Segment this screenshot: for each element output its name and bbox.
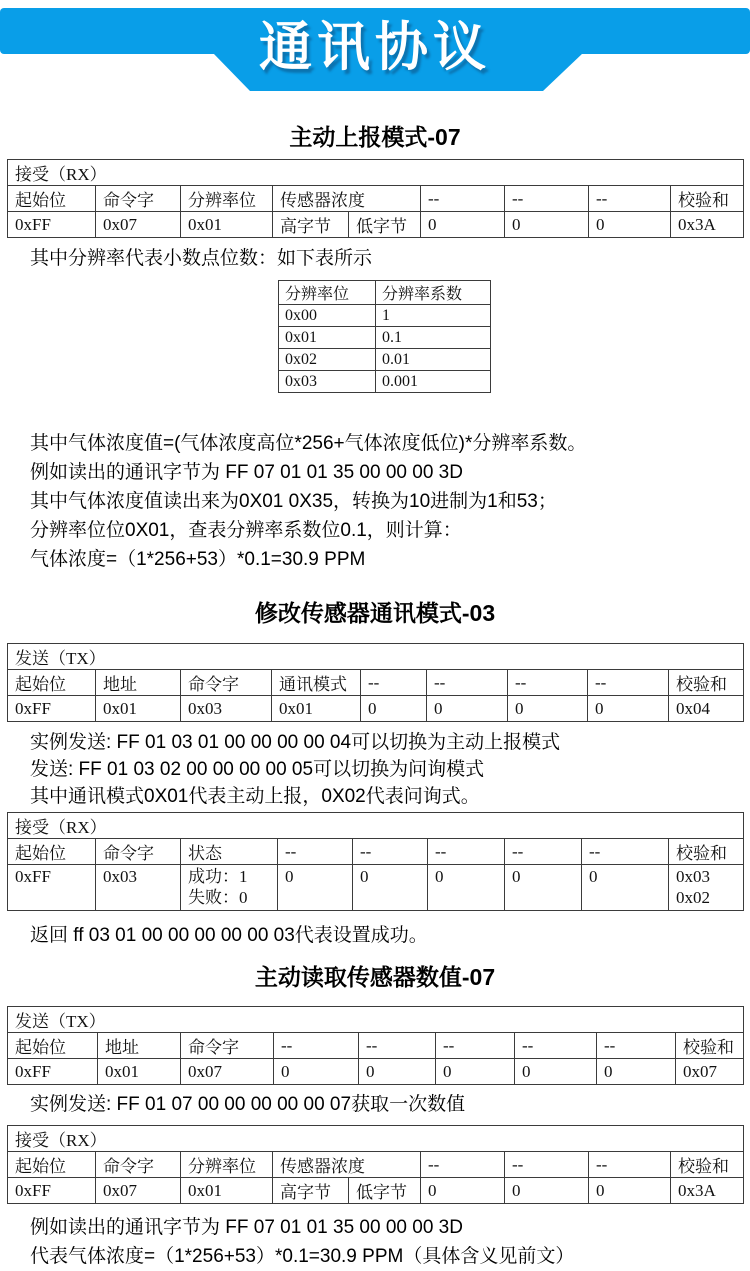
value-cell: 0x04 bbox=[669, 696, 744, 722]
para-line: 分辨率位位0X01，查表分辨率系数位0.1，则计算： bbox=[30, 520, 462, 541]
header-cell: 校验和 bbox=[676, 1033, 744, 1059]
value-cell: 0 bbox=[505, 1178, 589, 1204]
status-success: 成功：1 bbox=[188, 867, 248, 886]
value-cell-checksum bbox=[669, 865, 744, 911]
header-cell: 传感器浓度 bbox=[273, 186, 421, 212]
value-cell: 0.001 bbox=[376, 371, 491, 393]
header-cell: -- bbox=[515, 1033, 597, 1059]
header-cell: 校验和 bbox=[669, 839, 744, 865]
value-cell: 高字节 bbox=[273, 1178, 349, 1204]
header-cell: -- bbox=[589, 1152, 671, 1178]
header-cell: -- bbox=[589, 186, 671, 212]
value-cell: 0xFF bbox=[8, 1178, 96, 1204]
value-cell: 1 bbox=[376, 305, 491, 327]
header-cell: -- bbox=[353, 839, 428, 865]
read-example-note: 实例发送: FF 01 07 00 00 00 00 00 07获取一次数值 bbox=[30, 1094, 466, 1115]
header-cell: -- bbox=[359, 1033, 436, 1059]
value-cell: 0 bbox=[515, 1059, 597, 1085]
direction-label: 接受（RX） bbox=[8, 813, 744, 839]
value-cell: 0x03 bbox=[181, 696, 272, 722]
tx-frame-table-read bbox=[7, 1006, 744, 1085]
header-cell: -- bbox=[588, 670, 669, 696]
header-cell: 分辨率位 bbox=[181, 186, 273, 212]
value-cell: 0xFF bbox=[8, 696, 96, 722]
rx-frame-table-read bbox=[7, 1125, 744, 1204]
value-cell: 0 bbox=[505, 212, 589, 238]
section-title-modify-mode: 修改传感器通讯模式-03 bbox=[254, 600, 496, 626]
direction-label: 接受（RX） bbox=[8, 1126, 744, 1152]
section-title-active-report: 主动上报模式-07 bbox=[289, 124, 461, 150]
value-cell: 高字节 bbox=[273, 212, 349, 238]
para-line: 其中气体浓度值读出来为0X01 0X35，转换为10进制为1和53； bbox=[30, 491, 557, 512]
page-title: 通讯协议 bbox=[259, 18, 491, 77]
rx-frame-table-1 bbox=[7, 159, 744, 238]
value-cell: 0x03 bbox=[279, 371, 376, 393]
concentration-explanation bbox=[30, 429, 750, 574]
value-cell: 0.01 bbox=[376, 349, 491, 371]
note-line: 发送: FF 01 03 02 00 00 00 00 05可以切换为问询模式 bbox=[30, 759, 485, 780]
header-cell: -- bbox=[278, 839, 353, 865]
header-cell: 命令字 bbox=[181, 670, 272, 696]
value-cell: 0 bbox=[361, 696, 427, 722]
value-cell: 0x07 bbox=[96, 1178, 181, 1204]
header-cell: 起始位 bbox=[8, 186, 96, 212]
checksum-line: 0x02 bbox=[676, 888, 710, 907]
value-cell: 0xFF bbox=[8, 1059, 98, 1085]
value-cell: 0 bbox=[508, 696, 588, 722]
value-cell: 0 bbox=[597, 1059, 676, 1085]
value-cell: 0x01 bbox=[181, 1178, 273, 1204]
header-cell: 命令字 bbox=[181, 1033, 274, 1059]
header-cell: -- bbox=[508, 670, 588, 696]
value-cell: 0 bbox=[427, 696, 508, 722]
value-cell: 0 bbox=[589, 212, 671, 238]
mode-switch-notes bbox=[30, 729, 750, 810]
value-cell: 0 bbox=[278, 865, 353, 911]
direction-label: 发送（TX） bbox=[8, 1007, 744, 1033]
value-cell: 0xFF bbox=[8, 212, 96, 238]
value-cell: 0 bbox=[428, 865, 505, 911]
resolution-table bbox=[278, 280, 491, 393]
return-note: 返回 ff 03 01 00 00 00 00 00 03代表设置成功。 bbox=[30, 925, 428, 946]
note-line: 代表气体浓度=（1*256+53）*0.1=30.9 PPM（具体含义见前文） bbox=[30, 1246, 575, 1267]
value-cell: 0 bbox=[421, 212, 505, 238]
header-cell: 分辨率位 bbox=[181, 1152, 273, 1178]
note-line: 其中通讯模式0X01代表主动上报，0X02代表问询式。 bbox=[30, 786, 480, 807]
value-cell: 0x07 bbox=[676, 1059, 744, 1085]
note-line: 例如读出的通讯字节为 FF 07 01 01 35 00 00 00 3D bbox=[30, 1217, 463, 1238]
header-cell: 状态 bbox=[181, 839, 278, 865]
value-cell: 0xFF bbox=[8, 865, 96, 911]
header-cell: 分辨率系数 bbox=[376, 281, 491, 305]
value-cell: 0x07 bbox=[181, 1059, 274, 1085]
value-cell: 低字节 bbox=[349, 212, 421, 238]
value-cell: 0 bbox=[582, 865, 669, 911]
value-cell: 0x00 bbox=[279, 305, 376, 327]
value-cell: 0x01 bbox=[98, 1059, 181, 1085]
header-cell: -- bbox=[505, 186, 589, 212]
header-cell: -- bbox=[427, 670, 508, 696]
value-cell: 0x01 bbox=[279, 327, 376, 349]
value-cell: 0 bbox=[588, 696, 669, 722]
value-cell: 0 bbox=[505, 865, 582, 911]
value-cell: 低字节 bbox=[349, 1178, 421, 1204]
header-cell: 起始位 bbox=[8, 839, 96, 865]
header-cell: 起始位 bbox=[8, 670, 96, 696]
checksum-line: 0x03 bbox=[676, 867, 710, 886]
header-cell: 地址 bbox=[98, 1033, 181, 1059]
status-fail: 失败：0 bbox=[188, 888, 248, 907]
header-cell: -- bbox=[597, 1033, 676, 1059]
value-cell: 0 bbox=[589, 1178, 671, 1204]
value-cell: 0 bbox=[359, 1059, 436, 1085]
rx-frame-table-modify bbox=[7, 812, 744, 911]
header-cell: -- bbox=[436, 1033, 515, 1059]
header-cell: -- bbox=[505, 839, 582, 865]
header-cell: 命令字 bbox=[96, 186, 181, 212]
value-cell: 0 bbox=[274, 1059, 359, 1085]
header-cell: -- bbox=[421, 186, 505, 212]
header-cell: -- bbox=[274, 1033, 359, 1059]
value-cell-status bbox=[181, 865, 278, 911]
header-cell: -- bbox=[428, 839, 505, 865]
para-line: 气体浓度=（1*256+53）*0.1=30.9 PPM bbox=[30, 549, 366, 570]
header-cell: 校验和 bbox=[669, 670, 744, 696]
value-cell: 0 bbox=[353, 865, 428, 911]
header-cell: 地址 bbox=[96, 670, 181, 696]
value-cell: 0 bbox=[436, 1059, 515, 1085]
value-cell: 0x01 bbox=[96, 696, 181, 722]
direction-label: 接受（RX） bbox=[8, 160, 744, 186]
header-cell: 校验和 bbox=[671, 1152, 744, 1178]
header-cell: 通讯模式 bbox=[272, 670, 361, 696]
header-cell: 命令字 bbox=[96, 1152, 181, 1178]
header-cell: -- bbox=[505, 1152, 589, 1178]
value-cell: 0x01 bbox=[181, 212, 273, 238]
note-line: 实例发送: FF 01 03 01 00 00 00 00 04可以切换为主动上报模式 bbox=[30, 732, 561, 753]
header-cell: -- bbox=[421, 1152, 505, 1178]
header-cell: -- bbox=[361, 670, 427, 696]
header-cell: 传感器浓度 bbox=[273, 1152, 421, 1178]
value-cell: 0x01 bbox=[272, 696, 361, 722]
value-cell: 0.1 bbox=[376, 327, 491, 349]
final-notes bbox=[30, 1213, 750, 1271]
header-cell: -- bbox=[582, 839, 669, 865]
value-cell: 0 bbox=[421, 1178, 505, 1204]
header-cell: 分辨率位 bbox=[279, 281, 376, 305]
header-cell: 校验和 bbox=[671, 186, 744, 212]
value-cell: 0x3A bbox=[671, 212, 744, 238]
value-cell: 0x03 bbox=[96, 865, 181, 911]
resolution-note: 其中分辨率代表小数点位数：如下表所示 bbox=[30, 248, 373, 269]
banner bbox=[0, 0, 750, 95]
para-line: 其中气体浓度值=(气体浓度高位*256+气体浓度低位)*分辨率系数。 bbox=[30, 433, 587, 454]
tx-frame-table-modify bbox=[7, 643, 744, 722]
value-cell: 0x07 bbox=[96, 212, 181, 238]
header-cell: 命令字 bbox=[96, 839, 181, 865]
para-line: 例如读出的通讯字节为 FF 07 01 01 35 00 00 00 3D bbox=[30, 462, 463, 483]
section-title-read-value: 主动读取传感器数值-07 bbox=[254, 964, 496, 990]
value-cell: 0x3A bbox=[671, 1178, 744, 1204]
value-cell: 0x02 bbox=[279, 349, 376, 371]
header-cell: 起始位 bbox=[8, 1033, 98, 1059]
header-cell: 起始位 bbox=[8, 1152, 96, 1178]
direction-label: 发送（TX） bbox=[8, 644, 744, 670]
